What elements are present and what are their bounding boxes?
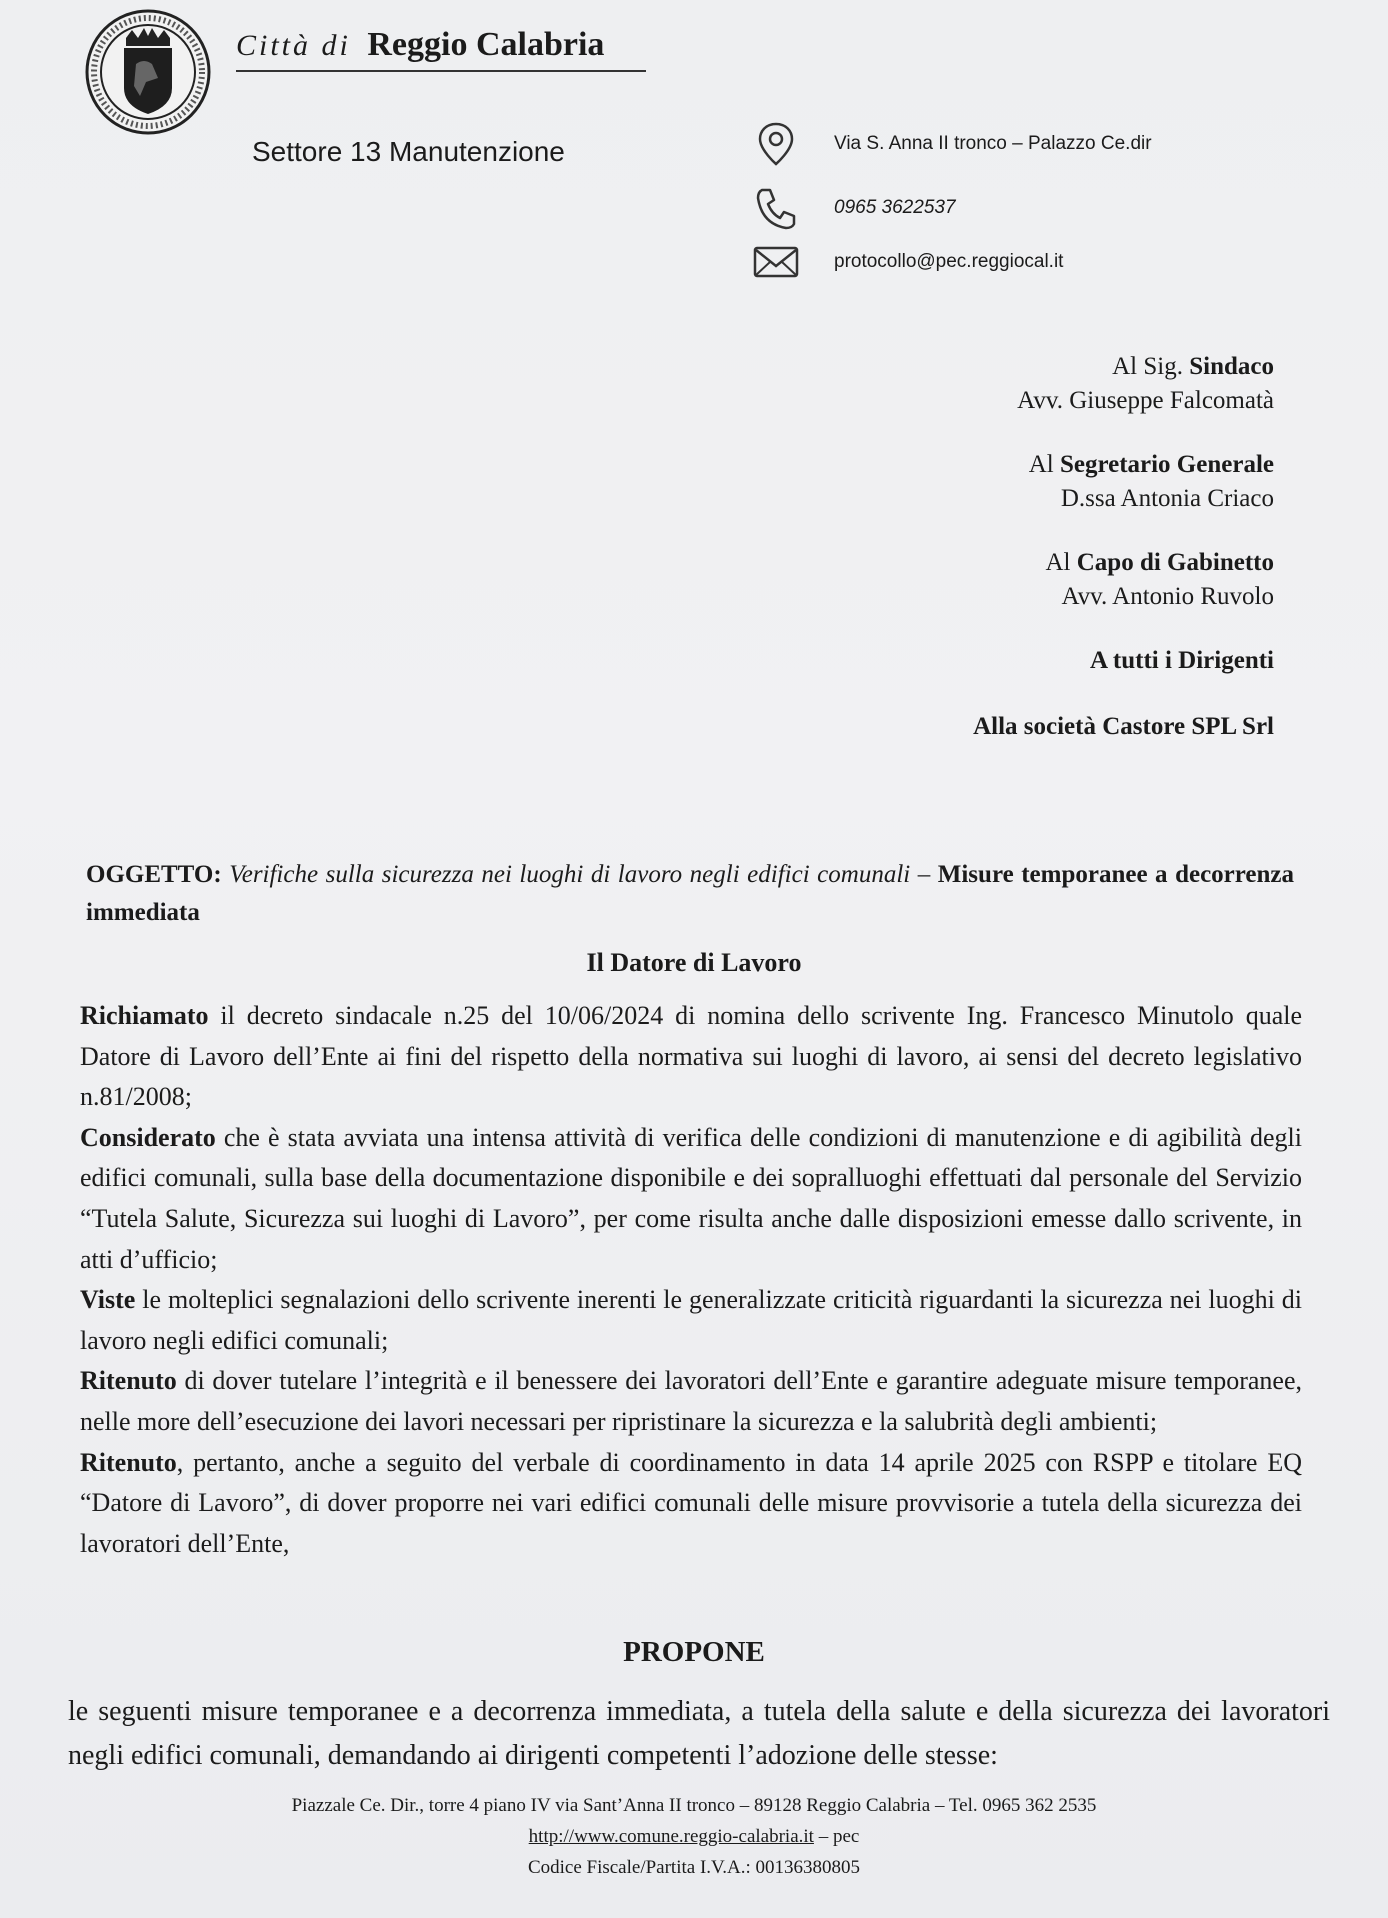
issuer-heading: Il Datore di Lavoro xyxy=(586,948,802,977)
recipient-segretario xyxy=(674,448,1274,516)
recipient-role: Segretario Generale xyxy=(1059,451,1274,478)
paragraph-text: il decreto sindacale n.25 del 10/06/2024 di nomina dello scrivente Ing. Francesco Minutolo quale Datore di Lavoro dell’Ente ai fini del rispetto della normativa sui luoghi di lavoro, ai sensi del decreto legislativo n.81/2008; xyxy=(80,1001,1302,1112)
paragraph-text: di dover tutelare l’integrità e il benessere dei lavoratori dell’Ente e garantire adeguate misure temporanee, nelle more dell’esecuzione dei lavori necessari per ripristinare la sicurezza e la salubrità degli ambienti; xyxy=(80,1366,1302,1436)
recipient-role: A tutti i Dirigenti xyxy=(1089,647,1274,674)
paragraph-considerato xyxy=(80,1118,1302,1280)
recipient-role: Alla società Castore SPL Srl xyxy=(973,713,1274,740)
recipient-role: Sindaco xyxy=(1189,353,1274,380)
paragraph-ritenuto-1 xyxy=(80,1361,1302,1442)
recipient-prefix: Al Sig. xyxy=(1112,353,1190,380)
paragraph-lead: Richiamato xyxy=(80,1001,209,1030)
paragraph-text: , pertanto, anche a seguito del verbale di coordinamento in data 14 aprile 2025 con RSPP e titolare EQ “Datore di Lavoro”, di dover proporre nei vari edifici comunali delle misure provvisorie a tutela della sicurezza dei lavoratori dell’Ente, xyxy=(80,1447,1302,1558)
footer-address: Piazzale Ce. Dir., torre 4 piano IV via Sant’Anna II tronco – 89128 Reggio Calabria – Tel. 0965 362 2535 xyxy=(291,1795,1097,1816)
letterhead-footer xyxy=(0,1790,1388,1883)
recipient-name: Avv. Antonio Ruvolo xyxy=(1061,583,1274,610)
paragraph-lead: Considerato xyxy=(80,1122,216,1152)
footer-web-line xyxy=(0,1821,1388,1852)
phone-number: 0965 3622537 xyxy=(834,197,956,218)
paragraph-richiamato xyxy=(80,996,1302,1118)
recipient-castore xyxy=(674,710,1274,744)
phone-icon xyxy=(752,184,800,232)
closing-paragraph: le seguenti misure temporanee e a decorrenza immediata, a tutela della salute e della sicurezza dei lavoratori negli edifici comunali, demandando ai dirigenti competenti l’adozione delle stesse: xyxy=(68,1696,1330,1771)
recipients-block xyxy=(674,350,1274,774)
subject-label: OGGETTO: xyxy=(86,861,222,888)
paragraph-text: le molteplici segnalazioni dello scrivente inerenti le generalizzate criticità riguardanti la sicurezza nei luoghi di lavoro negli edifici comunali; xyxy=(80,1285,1302,1355)
city-seal-logo xyxy=(84,8,212,136)
recipient-dirigenti xyxy=(674,644,1274,678)
location-pin-icon xyxy=(752,120,800,168)
paragraph-lead: Viste xyxy=(80,1285,136,1315)
footer-tax-code: Codice Fiscale/Partita I.V.A.: 00136380805 xyxy=(527,1857,861,1878)
recipient-prefix: Al xyxy=(1028,451,1060,478)
paragraph-text: che è stata avviata una intensa attività di verifica delle condizioni di manutenzione e di agibilità degli edifici comunali, sulla base della documentazione disponibile e dei sopralluoghi effettuati dal personale del Servizio “Tutela Salute, Sicurezza sui luoghi di Lavoro”, per come risulta anche dalle disposizioni emesse dallo scrivente, in atti d’ufficio; xyxy=(80,1122,1302,1274)
propone-heading: PROPONE xyxy=(623,1636,765,1668)
contact-email xyxy=(752,238,1063,286)
address-text: Via S. Anna II tronco – Palazzo Ce.dir xyxy=(834,133,1152,154)
subject-line xyxy=(86,856,1294,932)
recipient-name: D.ssa Antonia Criaco xyxy=(1060,485,1274,512)
email-address: protocollo@pec.reggiocal.it xyxy=(834,251,1064,272)
recipient-name: Avv. Giuseppe Falcomatà xyxy=(1017,387,1274,414)
footer-url-suffix: – pec xyxy=(813,1826,860,1847)
subject-italic: Verifiche sulla sicurezza nei luoghi di lavoro negli edifici comunali xyxy=(229,861,911,888)
paragraph-ritenuto-2 xyxy=(80,1443,1302,1565)
contact-phone xyxy=(752,184,956,232)
recipient-prefix: Al xyxy=(1045,549,1077,576)
footer-website-link[interactable]: http://www.comune.reggio-calabria.it xyxy=(528,1826,814,1847)
recipient-role: Capo di Gabinetto xyxy=(1076,549,1274,576)
recipient-capo-gabinetto xyxy=(674,546,1274,614)
paragraph-viste xyxy=(80,1280,1302,1361)
city-name: Reggio Calabria xyxy=(367,26,605,63)
paragraph-lead: Ritenuto xyxy=(80,1447,177,1477)
recipient-sindaco xyxy=(674,350,1274,418)
document-body xyxy=(80,996,1302,1564)
subject-bold: Misure temporanee a decorrenza immediata xyxy=(86,861,1295,926)
city-title xyxy=(236,26,646,72)
city-prefix: Città di xyxy=(236,29,351,62)
subject-dash: – xyxy=(910,861,938,888)
contact-address xyxy=(752,120,1152,168)
envelope-icon xyxy=(752,238,800,286)
paragraph-lead: Ritenuto xyxy=(80,1366,177,1396)
sector-name: Settore 13 Manutenzione xyxy=(252,136,565,167)
